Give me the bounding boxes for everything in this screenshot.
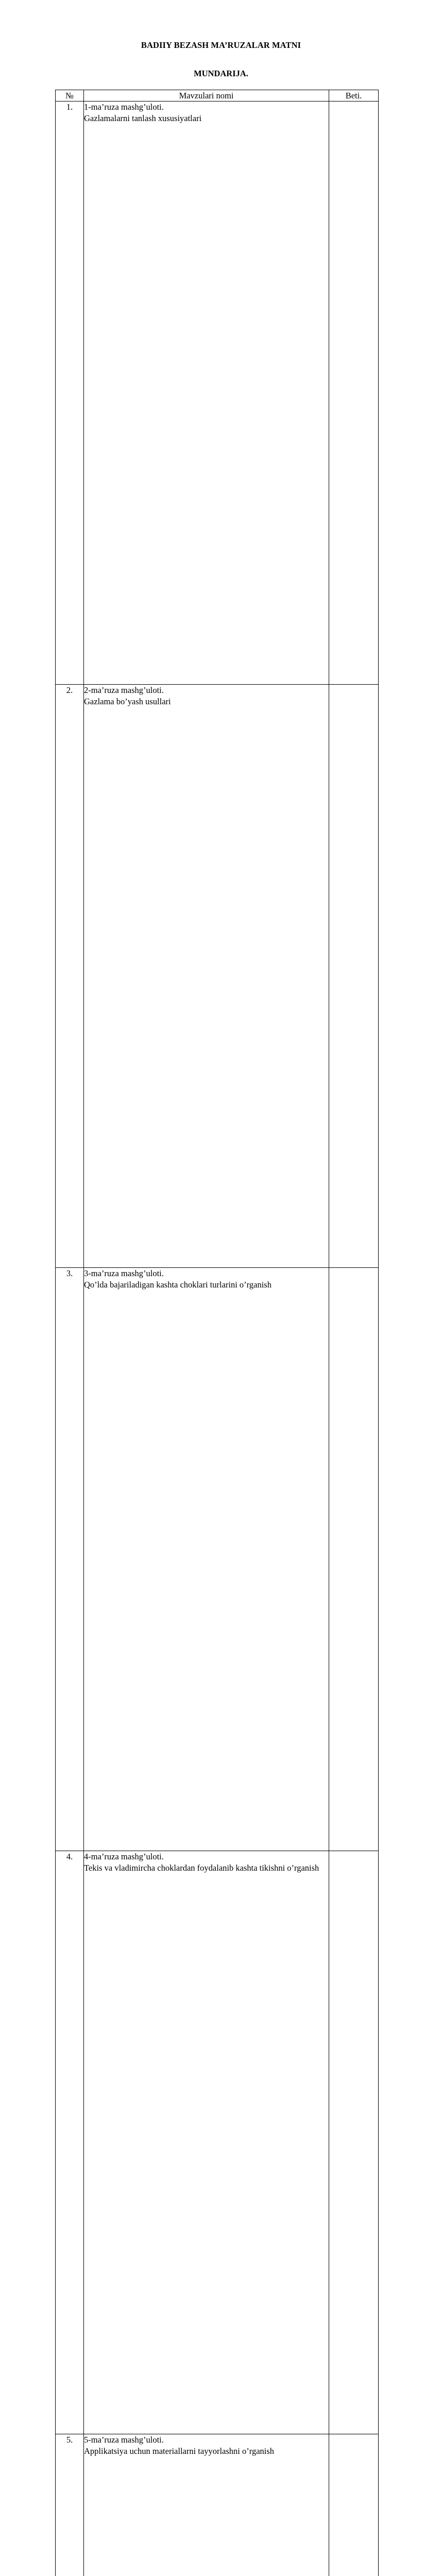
row-page: [329, 1268, 379, 1851]
row-topic: [84, 1268, 329, 1851]
lecture-label: 5-ma’ruza mashg’uloti.: [84, 2434, 329, 2446]
lecture-topic: Gazlama bo’yash usullari: [84, 696, 329, 707]
row-topic: [84, 101, 329, 685]
row-page: [329, 685, 379, 1268]
row-page: [329, 2434, 379, 2576]
row-number: 3.: [56, 1268, 84, 1851]
lecture-label: 1-ma’ruza mashg’uloti.: [84, 101, 329, 113]
table-row: [56, 101, 379, 685]
lecture-label: 2-ma’ruza mashg’uloti.: [84, 685, 329, 696]
lecture-topic: Tekis va vladimircha choklardan foydalanib kashta tikishni o’rganish: [84, 1862, 329, 1874]
header-topic: Mavzulari nomi: [84, 90, 329, 101]
row-page: [329, 101, 379, 685]
document-title: BADIIY BEZASH MA’RUZALAR MATNI: [0, 40, 442, 50]
row-topic: [84, 1851, 329, 2434]
header-number: №: [56, 90, 84, 101]
lecture-topic: Applikatsiya uchun materiallarni tayyorlashni o’rganish: [84, 2446, 329, 2457]
lecture-topic: Qo’lda bajariladigan kashta choklari turlarini o’rganish: [84, 1279, 329, 1291]
row-number: 5.: [56, 2434, 84, 2576]
row-page: [329, 1851, 379, 2434]
lecture-topic: Gazlamalarni tanlash xususiyatlari: [84, 113, 329, 124]
document-subtitle: MUNDARIJA.: [0, 69, 442, 79]
lecture-label: 3-ma’ruza mashg’uloti.: [84, 1268, 329, 1279]
table-row: [56, 685, 379, 1268]
table-row: [56, 1268, 379, 1851]
table-row: [56, 1851, 379, 2434]
row-topic: [84, 685, 329, 1268]
row-number: 1.: [56, 101, 84, 685]
document-page: [0, 0, 412, 583]
row-number: 4.: [56, 1851, 84, 2434]
table-body: [56, 101, 379, 2576]
row-topic: [84, 2434, 329, 2576]
header-page: Beti.: [329, 90, 379, 101]
lecture-label: 4-ma’ruza mashg’uloti.: [84, 1851, 329, 1862]
contents-table: [55, 90, 379, 2576]
table-row: [56, 2434, 379, 2576]
row-number: 2.: [56, 685, 84, 1268]
table-header-row: [56, 90, 379, 101]
